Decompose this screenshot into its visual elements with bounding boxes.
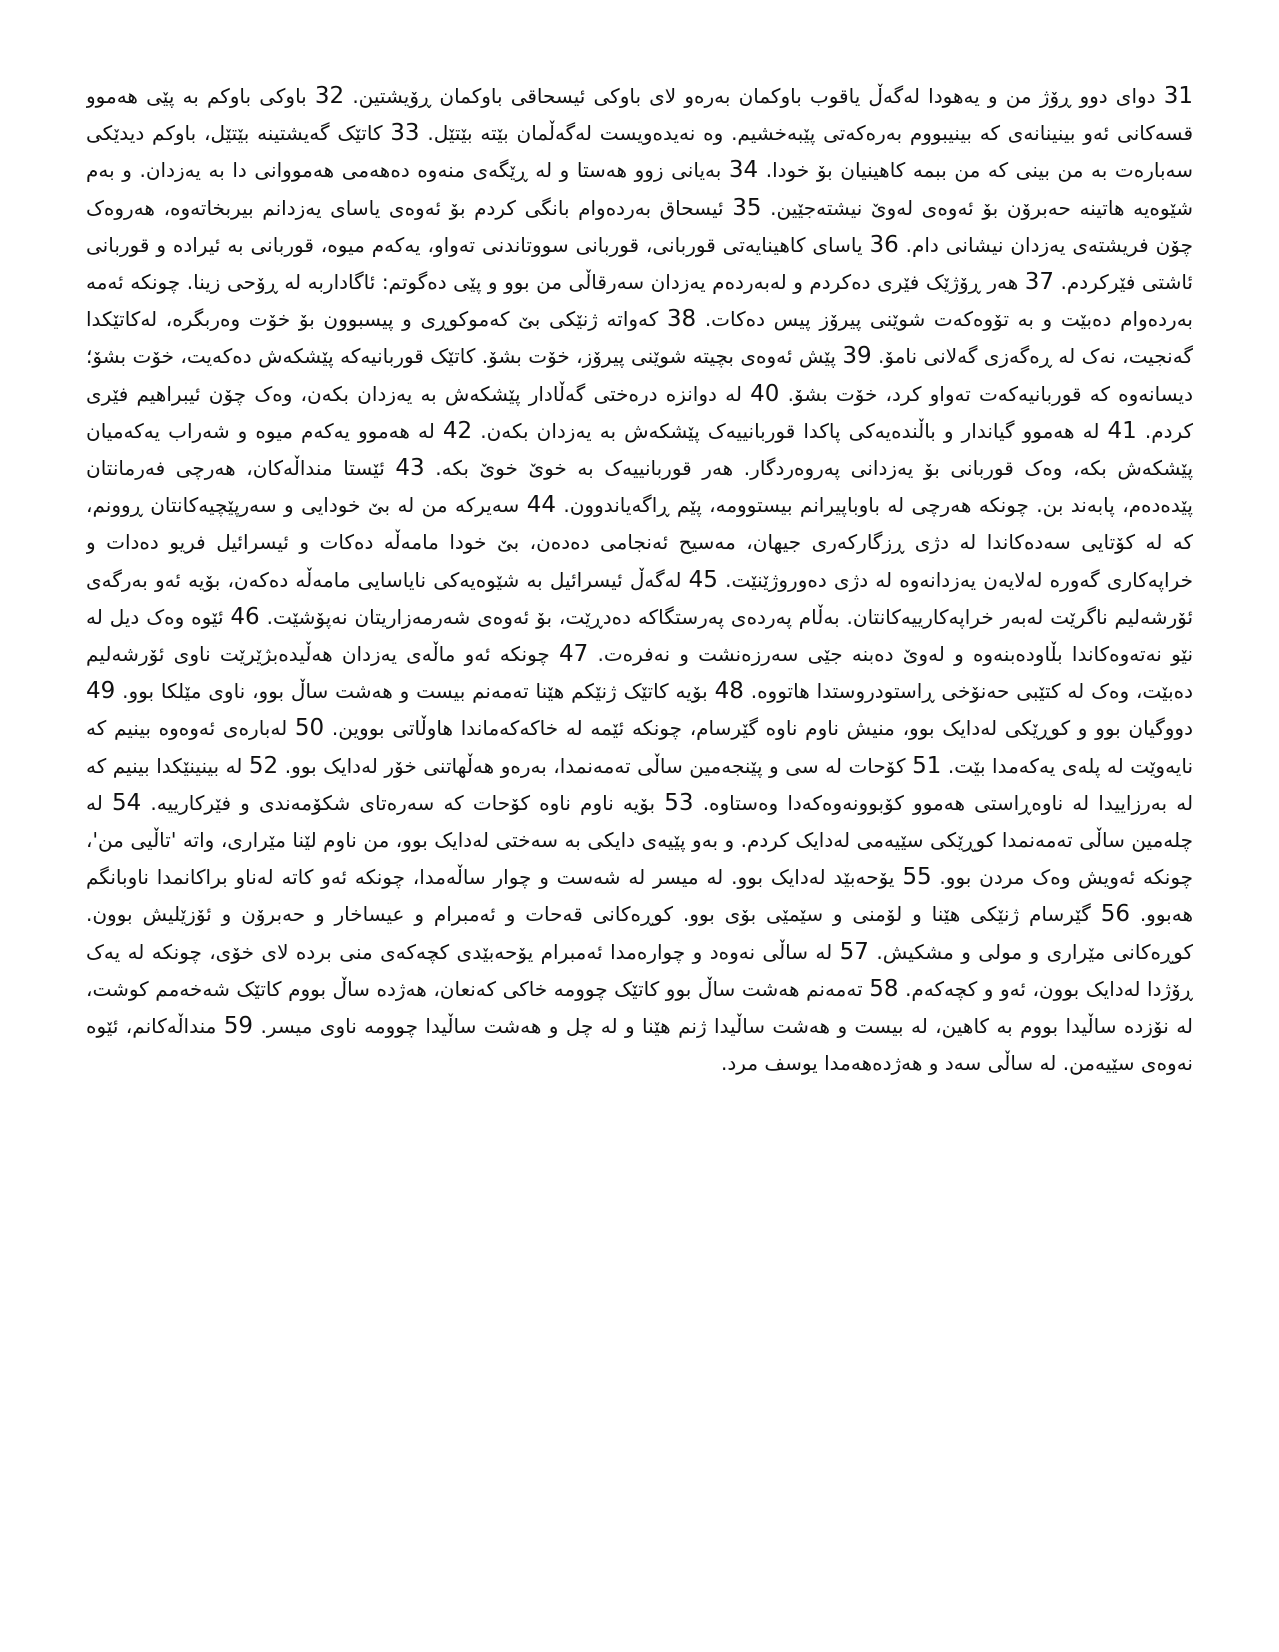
verse-text: سەیرکە من لە بێ خودایی و سەرپێچیەکانتان ڕوونم، کە لە کۆتایی سەدەکاندا لە دژی ڕزگارکەری جیهان، مەسیح ئەنجامی دەدەن، بێ خودا مامەڵە دەکات و ئیسرائیل فریو دەدات و خراپەکاری گەورە لەلایەن یەزدانەوە لە دژی دەوروژێنێت. xyxy=(86,493,1193,592)
verse-number: 35 xyxy=(732,194,762,221)
verse-number: 36 xyxy=(869,231,899,258)
verse-text: ئیسحاق بەردەوام بانگی کردم بۆ ئەوەی یاسای یەزدانم بیربخاتەوە، هەروەک چۆن فریشتەی یەزدان نیشانی دام. xyxy=(86,195,1193,257)
verse-text: هەر ڕۆژێک فێری دەکردم و لەبەردەم یەزدان سەرقاڵی من بوو و پێی دەگوتم: ئاگاداربە لە ڕۆحی زینا. چونکە ئەمە بەردەوام دەبێت و بە تۆوەکەت شوێنی پیرۆز پیس دەکات. xyxy=(86,270,1193,332)
verse-number: 50 xyxy=(294,715,325,742)
verse-text: بەیانی زوو هەستا و لە ڕێگەی منەوە دەهەمی هەمووانی دا بە یەزدان. و بەم شێوەیە هاتینە حەبرۆن بۆ ئەوەی لەوێ نیشتەجێین. xyxy=(86,158,1193,220)
verse-text: ئێوە وەک دیل لە نێو نەتەوەکاندا بڵاودەبنەوە و لەوێ دەبنە جێی سەرزەنشت و نەفرەت. xyxy=(86,604,1193,667)
verse-text: چونکە ئەو ماڵەی یەزدان هەڵیدەبژێرێت ناوی ئۆرشەلیم دەبێت، وەک لە کتێبی حەنۆخی ڕاستودروستدا هاتووە. xyxy=(86,642,1193,704)
verse-text: لە دوانزە درەختی گەڵادار پێشکەش بە یەزدان بکەن، وەک چۆن ئیبراهیم فێری کردم. xyxy=(86,381,1193,443)
verse-text: بۆیە کاتێک ژنێکم هێنا تەمەنم بیست و هەشت ساڵ بوو، ناوی مێلکا بوو. xyxy=(122,679,708,704)
verse-text: دووگیان بوو و کوڕێکی لەدایک بوو، منیش ناوم ناوە گێرسام، چونکە ئێمە لە خاکەکەماندا هاوڵاتی بووین. xyxy=(331,716,1193,741)
verse-text: باوکی باوکم بە پێی هەموو قسەکانی ئەو بینینانەی کە بینیبووم بەرەکەتی پێبەخشیم. وە نەیدەویست لەگەڵمان بێتە بێتێل. xyxy=(86,84,1193,146)
verse-text: لە چلەمین ساڵی تەمەنمدا کوڕێکی سێیەمی لەدایک کردم. و بەو پێیەی دایکی بە سەختی لەدایک بوو، من ناوم لێنا مێراری، واتە 'تاڵیی من'، چونکە ئەویش وەک مردن بوو. xyxy=(86,790,1193,890)
verse-text: منداڵەکانم، ئێوە نەوەی سێیەمن. لە ساڵی سەد و هەژدەهەمدا یوسف مرد. xyxy=(86,1014,1193,1076)
verse-number: 49 xyxy=(86,678,116,705)
verse-text: لەبارەی ئەوەوە بینیم کە نایەوێت لە پلەی یەکەمدا بێت. xyxy=(86,716,1193,778)
verse-number: 48 xyxy=(714,678,744,705)
verse-text: کەواتە ژنێکی بێ کەموکوڕی و پیسبوون بۆ خۆت وەربگرە، لەکاتێکدا گەنجیت، نەک لە ڕەگەزی گەلانی نامۆ. xyxy=(86,307,1193,369)
verse xyxy=(480,419,1137,443)
verse-number: 46 xyxy=(230,603,260,630)
verse-number: 32 xyxy=(314,83,345,109)
verse-text: لە هەموو یەکەم میوە و شەراب یەکەمیان پێشکەش بکە، وەک قوربانی بۆ یەزدانی پەروەردگار. هەر قوربانییەک بە خوێ خوێ بکە. xyxy=(86,418,1193,481)
verse-text: لەگەڵ ئیسرائیل بە شێوەیەکی نایاسایی مامەڵە دەکەن، بۆیە ئەو بەرگەی ئۆرشەلیم ناگرێت لەبەر خراپەکارییەکانتان. بەڵام پەردەی پەرستگاکە دەدڕێت، بۆ ئەوەی شەرمەزاریتان نەپۆشێت. xyxy=(86,567,1193,629)
verse-number: 34 xyxy=(728,157,759,184)
verse xyxy=(352,84,1193,108)
verse-number: 59 xyxy=(223,1013,254,1040)
verse xyxy=(285,754,942,778)
verse-number: 44 xyxy=(526,492,556,519)
verse-text: یاسای کاهینایەتی قوربانی، قوربانی سووتاندنی تەواو، یەکەم میوە، قوربانی بە ئیرادە و قوربانی ئاشتی فێرکردم. xyxy=(86,232,1193,295)
verse-number: 42 xyxy=(442,417,473,444)
verse-number: 37 xyxy=(1024,269,1055,296)
verse xyxy=(122,679,744,703)
verse-text: بۆیە ناوم ناوە کۆحات کە سەرەتای شکۆمەندی و فێرکارییە. xyxy=(150,790,656,815)
verse-number: 55 xyxy=(902,864,932,891)
verse-text: دوای دوو ڕۆژ من و یەهودا لەگەڵ یاقوب باوکمان بەرەو لای باوکی ئیسحاقی باوکمان ڕۆیشتین. xyxy=(352,84,1156,108)
body-paragraph xyxy=(86,78,1193,1082)
verse-number: 54 xyxy=(111,789,142,816)
verse-number: 45 xyxy=(688,566,718,593)
verse-number: 39 xyxy=(842,343,872,370)
verse-text: گێرسام ژنێکی هێنا و لۆمنی و سێمێی بۆی بوو. کوڕەکانی قەحات و ئەمبرام و عیساخار و حەبرۆن و ئۆزێلیش بوون. کوڕەکانی مێراری و مولی و مشکیش. xyxy=(86,902,1193,964)
verse-number: 51 xyxy=(912,752,942,779)
verse-number: 41 xyxy=(1107,417,1137,444)
verse-text: لە ساڵی نەوەد و چوارەمدا ئەمبرام یۆحەبێدی کچەکەی منی بردە لای خۆی، چونکە لە یەک ڕۆژدا لەدایک بوون، ئەو و کچەکەم. xyxy=(86,939,1193,1001)
verse-text: ئێستا منداڵەکان، هەرچی فەرمانتان پێدەدەم، پابەند بن. چونکە هەرچی لە باوباپیرانم بیستوومە، پێم ڕاگەیاندوون. xyxy=(86,456,1193,518)
verse-number: 38 xyxy=(666,306,697,333)
verse-number: 47 xyxy=(558,641,589,668)
verse-text: کۆحات لە سی و پێنجەمین ساڵی تەمەنمدا، بەرەو هەڵهاتنی خۆر لەدایک بوو. xyxy=(284,753,906,778)
verse-number: 56 xyxy=(1100,901,1130,928)
verse-number: 57 xyxy=(839,938,869,965)
verse-number: 33 xyxy=(390,120,420,147)
verse-number: 43 xyxy=(395,455,425,482)
verse-number: 52 xyxy=(248,752,279,779)
verse-number: 40 xyxy=(750,380,780,407)
verse-text: لە هەموو گیاندار و باڵندەیەکی پاکدا قوربانییەک پێشکەش بە یەزدان بکەن. xyxy=(480,418,1100,443)
verse-number: 31 xyxy=(1163,83,1193,109)
verse-text: تەمەنم هەشت ساڵ بوو کاتێک چوومە خاکی کەنعان، هەژدە ساڵ بووم کاتێک شەخەمم کوشت، لە نۆزدە ساڵیدا بووم بە کاهین، لە بیست و هەشت ساڵیدا ژنم هێنا و لە چل و هەشت ساڵیدا چوومە ناوی میسر. xyxy=(86,976,1193,1039)
verse-text: یۆحەبێد لەدایک بوو. لە میسر لە شەست و چوار ساڵەمدا، چونکە ئەو کاتە لەناو براکانمدا ناوبانگم هەبوو. xyxy=(86,865,1193,927)
verse-number: 58 xyxy=(869,975,899,1002)
document-page xyxy=(86,78,1193,1578)
verse-number: 53 xyxy=(664,789,694,816)
verse-text: پێش ئەوەی بچیتە شوێنی پیرۆز، خۆت بشۆ. کاتێک قوربانیەکە پێشکەش دەکەیت، خۆت بشۆ؛ دیسانەوە کە قوربانیەکەت تەواو کرد، خۆت بشۆ. xyxy=(86,344,1193,406)
verse xyxy=(150,791,693,815)
verse-text: لە بینینێکدا بینیم کە لە بەرزاییدا لە ناوەڕاستی هەموو کۆبوونەوەکەدا وەستاوە. xyxy=(86,753,1193,815)
verse-text: کاتێک گەیشتینە بێتێل، باوکم دیدێکی سەبارەت بە من بینی کە من ببمە کاهینیان بۆ خودا. xyxy=(86,121,1193,183)
